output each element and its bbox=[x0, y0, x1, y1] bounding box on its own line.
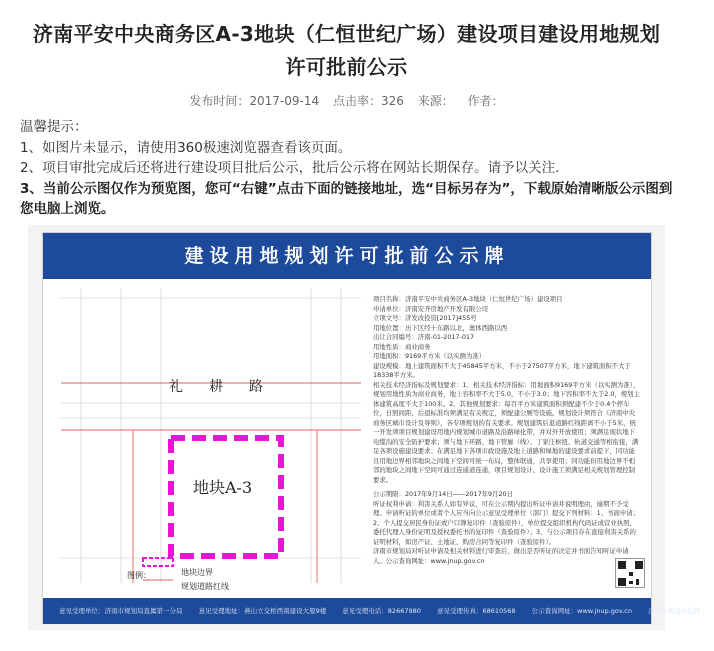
notice-item-1: 1、如图片未显示，请使用360极速浏览器查看该页面。 bbox=[20, 139, 352, 156]
qr-code-icon bbox=[615, 558, 645, 588]
public-notice-board-image[interactable] bbox=[42, 232, 701, 624]
publish-time: 发布时间：2017-09-14 bbox=[189, 94, 320, 108]
notice-box bbox=[20, 117, 680, 220]
notice-item-3: 3、当前公示图仅作为预览图，您可“右键”点击下面的链接地址，选“目标另存为”，下载原始清晰版公示图到您电脑上浏览。 bbox=[20, 180, 673, 217]
legend-boundary: 地块边界 bbox=[181, 568, 213, 577]
notice-item-2: 2、项目审批完成后还将进行建设项目批后公示，批后公示将在网站长期保存。请予以关注. bbox=[20, 160, 560, 176]
road-label: 礼耕路 bbox=[169, 379, 289, 395]
site-plan-drawing bbox=[61, 288, 401, 588]
plot-label: 地块A-3 bbox=[193, 478, 253, 497]
legend-redline: 规划道路红线 bbox=[181, 582, 229, 591]
article-meta bbox=[0, 92, 693, 109]
notice-heading: 温馨提示： bbox=[20, 119, 88, 135]
legend-title: 图例： bbox=[127, 571, 151, 580]
click-count: 点击率：326 bbox=[332, 94, 404, 108]
source: 来源： bbox=[417, 94, 454, 108]
board-banner: 建设用地规划许可批前公示牌 bbox=[43, 233, 651, 279]
author: 作者： bbox=[467, 94, 504, 108]
site-plan-map bbox=[61, 288, 401, 591]
project-info-text: 项目名称：济南平安中央商务区A-3地块（仁恒世纪广场）建设项目 申请单位：济南安齐房地产开发有限公司 立项文号：济发改投资[2017]455号 用地位置：历下区经十东路以北，奥体西路以西 出让合同编号：济南-01-2017-017 用地性质：商业商务 用地面积：9169平方米（以实测为准） 建设规模：地上建筑面积不大于45845平方米，不小于27507平方米，地下建筑面积不大于18338平方米。 相关技术经济指标及规划要求：1、相关技术经济指标：用地面积9169平方米（以实测为准），规划用地性质为商业商务，地上容积率不大于5.0，不小于3.0；地下容积率不大于2.0，规划主体建筑高度不大于100米。2、其他规划要求：每百平方米建筑面积须配建不少于0.4个停车位，日照间距、后退标准均须满足有关规定，须配建公厕等设施。规划设计须符合《济南中央商务区城市设计及导则》，各专项规划的有关要求。规划建筑后退道路红线距离不小于5米，统一开发须项目规划建设用地内规划城市道路及沿路绿化带，并对外开放使用；须满足现状地下电缆沟的安全防护要求；须与地下环路、地下管廊（线）、丁家庄枢纽、轨道交通等相衔接，满足各项设施建设要求；在满足地下各项市政设施及地上道路和绿地的建设要求前提下，同功能且用地边界相邻地块之间地下空间可统一布局，整体联通，共享使用；同功能但用地边界不相邻的地块之间地下空间可通过连通道连通，项目规划设计、设计施工须满足相关规划管理控制要求。 公示期限：2017年9月14日——2017年9月20日 听证权利申请：利害关系人如有异议，可在公示期内提出听证申请并说明理由，逾期不予受理。申请听证的单位或者个人应当向公示意见受理单位（部门）提交下列材料：1、书面申请；2、个人提交居民身份证或户口簿复印件（查验原件），单位提交组织机构代码证或营业执照，委托代理人身份证明及授权委托书的复印件（查验原件）；3、与公示项目存在直接利害关系的证明材料，如房产证、土地证、购房合同等复印件（查验原件）。 济南市规划局对听证申请及相关材料进行审查后，做出是否听证的决定并书面告知听证申请人。公示查询网址：www.jnup.gov.cn bbox=[373, 295, 640, 565]
board-footer: 意见受理单位：济南市规划局直属第一分局 意见受理地址：燕山立交桥西南建设大厦9楼 意见受理电话：82667980 意见受理传真：68610568 公示查询网址：www.jnup.gov.cn 济南市规划局监制 bbox=[43, 598, 651, 624]
page-title: 济南平安中央商务区A-3地块（仁恒世纪广场）建设项目建设用地规划 许可批前公示 bbox=[32, 22, 661, 79]
